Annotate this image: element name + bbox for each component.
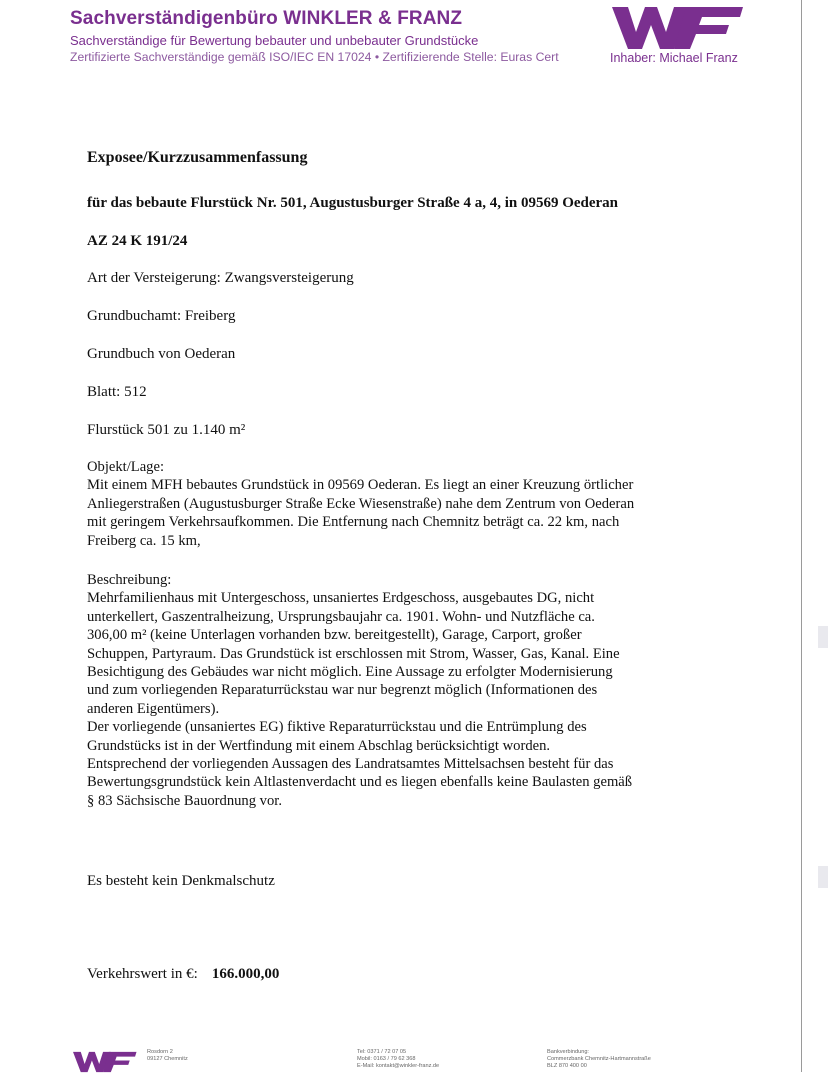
wf-logo-icon	[612, 6, 744, 50]
description-line: Der vorliegende (unsaniertes EG) fiktive Reparaturrückstau und die Entrümplung des	[87, 719, 587, 736]
location-line: Freiberg ca. 15 km,	[87, 532, 201, 549]
description-heading: Beschreibung:	[87, 572, 172, 588]
description-line: Grundstücks ist in der Wertfindung mit einem Abschlag berücksichtigt worden.	[87, 737, 551, 754]
description-line: und zum vorliegenden Reparaturrückstau war nur begrenzt möglich (Informationen des	[87, 682, 598, 699]
document-title: Exposee/Kurzzusammenfassung	[87, 149, 308, 166]
subject-line: für das bebaute Flurstück Nr. 501, Augustusburger Straße 4 a, 4, in 09569 Oederan	[87, 195, 619, 211]
footer-address-line: 09127 Chemnitz	[147, 1056, 188, 1062]
description-line: Besichtigung des Gebäudes war nicht möglich. Eine Aussage zu erfolgter Modernisierung	[87, 664, 613, 681]
register-sheet: Blatt: 512	[87, 384, 147, 400]
location-line: Mit einem MFH bebautes Grundstück in 09569 Oederan. Es liegt an einer Kreuzung örtlicher	[87, 477, 634, 494]
footer-address-line: Rosdorn 2	[147, 1049, 173, 1055]
market-value-label: Verkehrswert in €:	[87, 966, 198, 982]
footer-bank-line: Bankverbindung:	[547, 1049, 589, 1055]
footer-bank-line: Commerzbank Chemnitz-Hartmannstraße	[547, 1056, 651, 1062]
location-section	[87, 458, 727, 550]
letterhead	[70, 8, 559, 64]
footer-bank-line: BLZ 870 400 00	[547, 1063, 587, 1069]
description-line: 306,00 m² (keine Unterlagen vorhanden bzw. bereitgestellt), Garage, Carport, großer	[87, 627, 582, 644]
description-line: § 83 Sächsische Bauordnung vor.	[87, 792, 282, 809]
land-register: Grundbuch von Oederan	[87, 346, 236, 362]
owner-line: Inhaber: Michael Franz	[610, 51, 738, 65]
parcel-size: Flurstück 501 zu 1.140 m²	[87, 422, 246, 438]
footer-phone: Tel: 0371 / 72 07 05	[357, 1049, 407, 1055]
scan-edge-mark	[818, 866, 828, 888]
footer-mobile: Mobil: 0163 / 79 62 368	[357, 1056, 416, 1062]
footer-contact	[357, 1049, 439, 1070]
footer-bank	[547, 1049, 651, 1070]
description-line: unterkellert, Gaszentralheizung, Ursprungsbaujahr ca. 1901. Wohn- und Nutzfläche ca.	[87, 608, 595, 625]
company-name: Sachverständigenbüro WINKLER & FRANZ	[70, 8, 463, 29]
location-line: Anliegerstraßen (Augustusburger Straße Ecke Wiesenstraße) nahe dem Zentrum von Oederan	[87, 495, 635, 512]
description-line: Mehrfamilienhaus mit Untergeschoss, unsaniertes Erdgeschoss, ausgebautes DG, nicht	[87, 590, 595, 607]
footer-email: E-Mail: kontakt@winkler-franz.de	[357, 1063, 440, 1069]
monument-protection: Es besteht kein Denkmalschutz	[87, 873, 275, 889]
footer-wf-logo-icon	[73, 1051, 137, 1073]
land-registry-office: Grundbuchamt: Freiberg	[87, 308, 236, 324]
footer-address	[147, 1049, 188, 1063]
scan-edge-mark	[818, 626, 828, 648]
file-number: AZ 24 K 191/24	[87, 233, 188, 249]
description-line: Entsprechend der vorliegenden Aussagen des Landratsamtes Mittelsachsen besteht für das	[87, 756, 614, 773]
location-line: mit geringem Verkehrsaufkommen. Die Entfernung nach Chemnitz beträgt ca. 22 km, nach	[87, 514, 620, 531]
description-line: Bewertungsgrundstück kein Altlastenverdacht und es liegen ebenfalls keine Baulasten gemäß	[87, 774, 633, 791]
auction-type: Art der Versteigerung: Zwangsversteigerung	[87, 270, 354, 286]
certification-line: Zertifizierte Sachverständige gemäß ISO/IEC EN 17024 • Zertifizierende Stelle: Euras Cert	[70, 50, 559, 64]
company-subtitle: Sachverständige für Bewertung bebauter und unbebauter Grundstücke	[70, 33, 479, 48]
market-value-row	[87, 965, 279, 983]
location-heading: Objekt/Lage:	[87, 459, 164, 475]
description-line: Schuppen, Partyraum. Das Grundstück ist erschlossen mit Strom, Wasser, Gas, Kanal. Eine	[87, 645, 620, 662]
market-value: 166.000,00	[211, 966, 280, 982]
page-edge-line	[801, 0, 802, 1072]
description-section	[87, 571, 727, 810]
description-line: anderen Eigentümers).	[87, 700, 220, 717]
